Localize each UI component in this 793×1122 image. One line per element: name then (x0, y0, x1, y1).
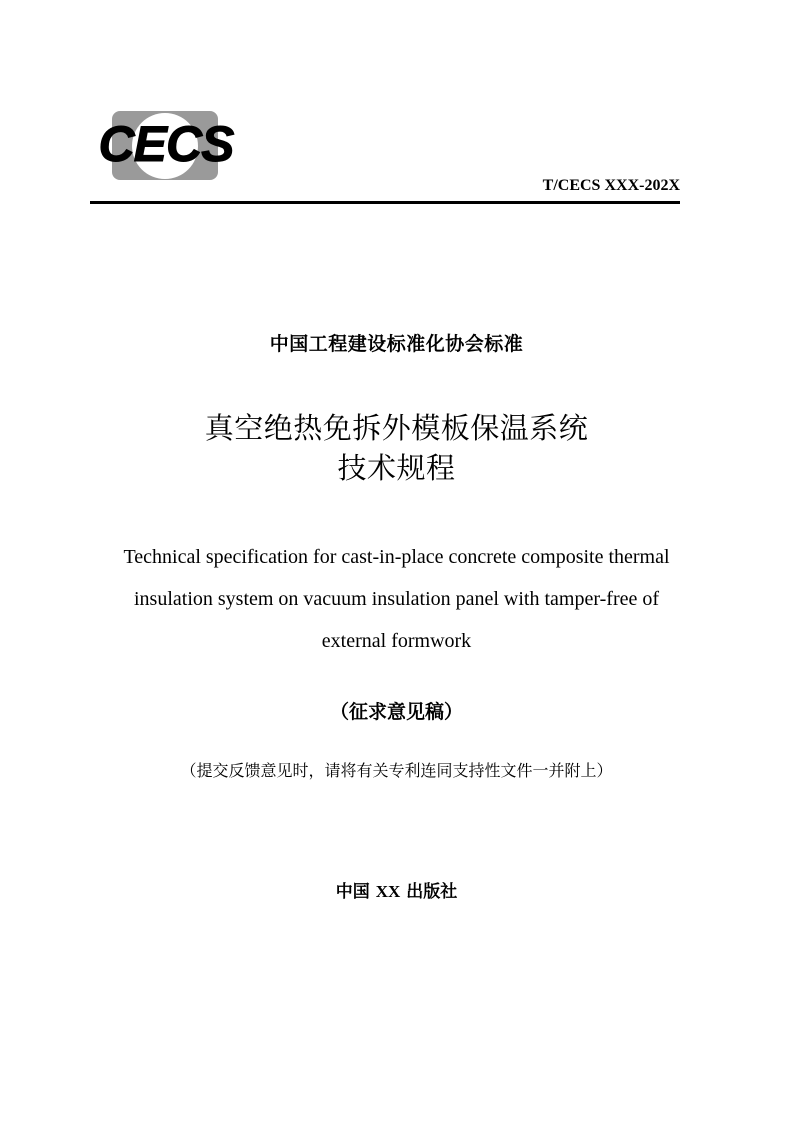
logo-text: CECS (98, 116, 234, 172)
header-rule (90, 201, 680, 204)
standard-code: T/CECS XXX-202X (542, 177, 680, 194)
english-title-line-2: insulation system on vacuum insulation panel with tamper-free of (133, 588, 660, 610)
publisher-suffix: 出版社 (400, 882, 458, 902)
association-standard-heading: 中国工程建设标准化协会标准 (269, 333, 524, 355)
publisher (0, 880, 793, 904)
chinese-title (0, 408, 793, 488)
english-title-line-3: external formwork (321, 630, 472, 652)
english-title (0, 536, 793, 662)
publisher-prefix: 中国 (335, 882, 376, 902)
draft-label: （征求意见稿） (329, 701, 463, 723)
cecs-logo (98, 108, 234, 184)
chinese-title-line-2: 技术规程 (337, 451, 456, 485)
english-title-line-1: Technical specification for cast-in-place concrete composite thermal (123, 546, 670, 568)
publisher-xx: XX (375, 882, 401, 901)
chinese-title-line-1: 真空绝热免拆外模板保温系统 (204, 411, 589, 445)
submission-note: （提交反馈意见时，请将有关专利连同支持性文件一并附上） (180, 761, 613, 780)
